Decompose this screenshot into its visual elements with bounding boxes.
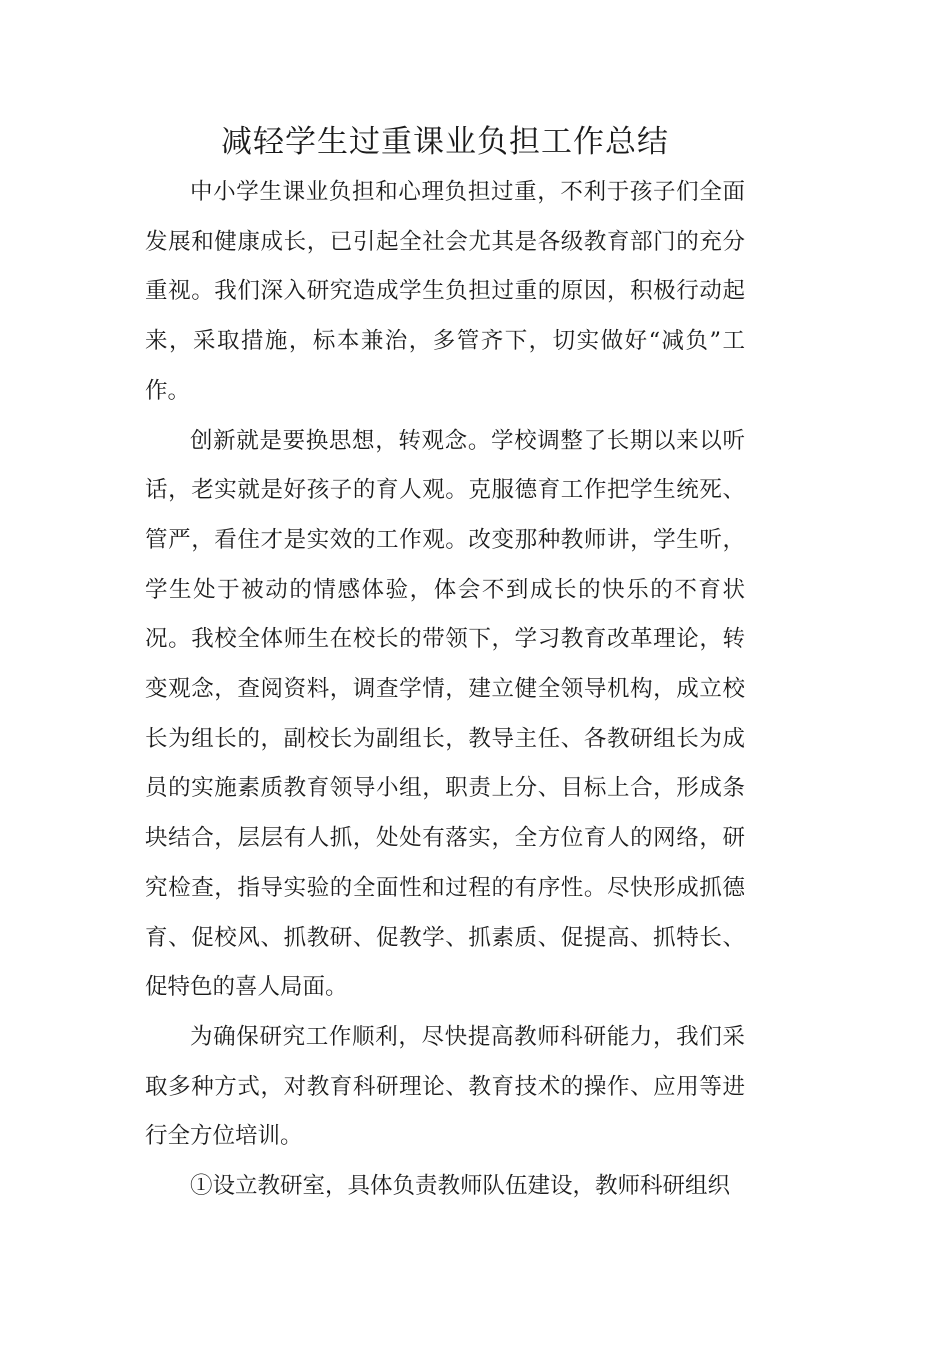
- document-body: [145, 168, 745, 1212]
- paragraph-intro: 中小学生课业负担和心理负担过重，不利于孩子们全面发展和健康成长，已引起全社会尤其是各级教育部门的充分重视。我们深入研究造成学生负担过重的原因，积极行动起来，采取措施，标本兼治，多管齐下，切实做好“减负”工作。: [145, 179, 745, 404]
- paragraph-item-1: ①设立教研室，具体负责教师队伍建设，教师科研组织: [190, 1173, 731, 1200]
- paragraph-innovation: 创新就是要换思想，转观念。学校调整了长期以来以听话，老实就是好孩子的育人观。克服德育工作把学生统死、管严，看住才是实效的工作观。改变那种教师讲，学生听，学生处于被动的情感体验，体会不到成长的快乐的不育状况。我校全体师生在校长的带领下，学习教育改革理论，转变观念，查阅资料，调查学情，建立健全领导机构，成立校长为组长的，副校长为副组长，教导主任、各教研组长为成员的实施素质教育领导小组，职责上分、目标上合，形成条块结合，层层有人抓，处处有落实，全方位育人的网络，研究检查，指导实验的全面性和过程的有序性。尽快形成抓德育、促校风、抓教研、促教学、抓素质、促提高、抓特长、促特色的喜人局面。: [145, 427, 745, 1001]
- document-title: 减轻学生过重课业负担工作总结: [221, 124, 669, 160]
- paragraph-training: 为确保研究工作顺利，尽快提高教师科研能力，我们采取多种方式，对教育科研理论、教育技术的操作、应用等进行全方位培训。: [145, 1023, 745, 1150]
